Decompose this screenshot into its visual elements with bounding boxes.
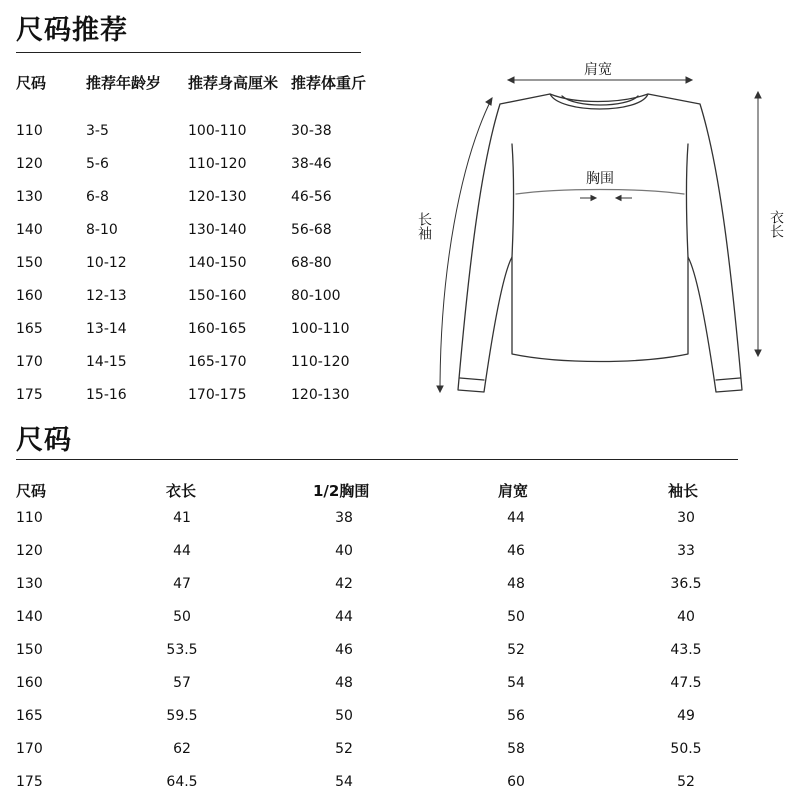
size-cell: 64.5 [166,774,198,790]
rec-cell: 68-80 [291,255,332,271]
rec-cell: 110-120 [188,156,247,172]
rec-cell: 160-165 [188,321,247,337]
size-cell: 46 [335,642,353,658]
size-cell: 60 [507,774,525,790]
rec-cell: 170-175 [188,387,247,403]
rec-cell: 56-68 [291,222,332,238]
size-cell: 165 [16,708,43,724]
size-cell: 41 [173,510,191,526]
size-cell: 48 [335,675,353,691]
chest-label: 胸围 [586,171,614,187]
size-cell: 57 [173,675,191,691]
size-header-length: 衣长 [166,482,197,500]
size-cell: 48 [507,576,525,592]
size-cell: 47 [173,576,191,592]
size-cell: 49 [677,708,695,724]
size-cell: 170 [16,741,43,757]
size-cell: 50 [507,609,525,625]
size-cell: 36.5 [670,576,702,592]
rec-cell: 170 [16,354,43,370]
rec-cell: 160 [16,288,43,304]
rec-header-weight: 推荐体重斤 [291,74,367,92]
rec-cell: 140-150 [188,255,247,271]
garment-length-label: 衣长 [768,210,784,238]
rec-cell: 46-56 [291,189,332,205]
size-recommendation-title: 尺码推荐 [16,15,128,46]
rec-cell: 165 [16,321,43,337]
size-cell: 150 [16,642,43,658]
size-cell: 110 [16,510,43,526]
size-cell: 38 [335,510,353,526]
size-header-half-chest: 1/2胸围 [313,482,370,500]
shoulder-width-label: 肩宽 [584,62,612,78]
rec-cell: 10-12 [86,255,127,271]
size-cell: 52 [335,741,353,757]
rec-cell: 12-13 [86,288,127,304]
size-cell: 50 [173,609,191,625]
rec-cell: 80-100 [291,288,341,304]
rec-cell: 120 [16,156,43,172]
rec-cell: 165-170 [188,354,247,370]
size-chart-title: 尺码 [16,425,72,456]
size-cell: 42 [335,576,353,592]
size-cell: 44 [173,543,191,559]
rec-cell: 100-110 [291,321,350,337]
size-cell: 175 [16,774,43,790]
garment-diagram [400,52,795,410]
rec-header-height: 推荐身高厘米 [188,74,279,92]
size-cell: 58 [507,741,525,757]
size-cell: 130 [16,576,43,592]
size-cell: 54 [507,675,525,691]
size-cell: 53.5 [166,642,198,658]
size-cell: 52 [677,774,695,790]
size-cell: 33 [677,543,695,559]
rec-cell: 100-110 [188,123,247,139]
rec-cell: 30-38 [291,123,332,139]
size-header-sleeve: 袖长 [668,482,699,500]
rec-cell: 150-160 [188,288,247,304]
title-divider [16,52,361,53]
rec-cell: 5-6 [86,156,109,172]
size-header-shoulder: 肩宽 [498,482,529,500]
rec-cell: 110-120 [291,354,350,370]
size-cell: 160 [16,675,43,691]
rec-cell: 150 [16,255,43,271]
size-cell: 30 [677,510,695,526]
rec-cell: 8-10 [86,222,118,238]
sleeve-length-label: 长袖 [416,212,432,240]
rec-header-size: 尺码 [16,74,47,92]
long-sleeve-shirt-icon [400,52,795,410]
size-cell: 62 [173,741,191,757]
rec-cell: 110 [16,123,43,139]
size-cell: 52 [507,642,525,658]
size-cell: 44 [335,609,353,625]
size-cell: 54 [335,774,353,790]
size-cell: 59.5 [166,708,198,724]
size-cell: 50 [335,708,353,724]
rec-cell: 120-130 [291,387,350,403]
size-cell: 47.5 [670,675,702,691]
rec-cell: 175 [16,387,43,403]
rec-cell: 15-16 [86,387,127,403]
size-cell: 40 [335,543,353,559]
rec-cell: 130-140 [188,222,247,238]
rec-cell: 3-5 [86,123,109,139]
rec-cell: 130 [16,189,43,205]
rec-cell: 120-130 [188,189,247,205]
size-cell: 50.5 [670,741,702,757]
rec-cell: 38-46 [291,156,332,172]
size-cell: 44 [507,510,525,526]
rec-header-age: 推荐年龄岁 [86,74,162,92]
rec-cell: 13-14 [86,321,127,337]
size-cell: 46 [507,543,525,559]
size-chart-divider [16,459,738,460]
rec-cell: 14-15 [86,354,127,370]
size-cell: 43.5 [670,642,702,658]
size-header-size: 尺码 [16,482,47,500]
size-cell: 56 [507,708,525,724]
size-cell: 140 [16,609,43,625]
size-cell: 40 [677,609,695,625]
rec-cell: 6-8 [86,189,109,205]
rec-cell: 140 [16,222,43,238]
size-cell: 120 [16,543,43,559]
